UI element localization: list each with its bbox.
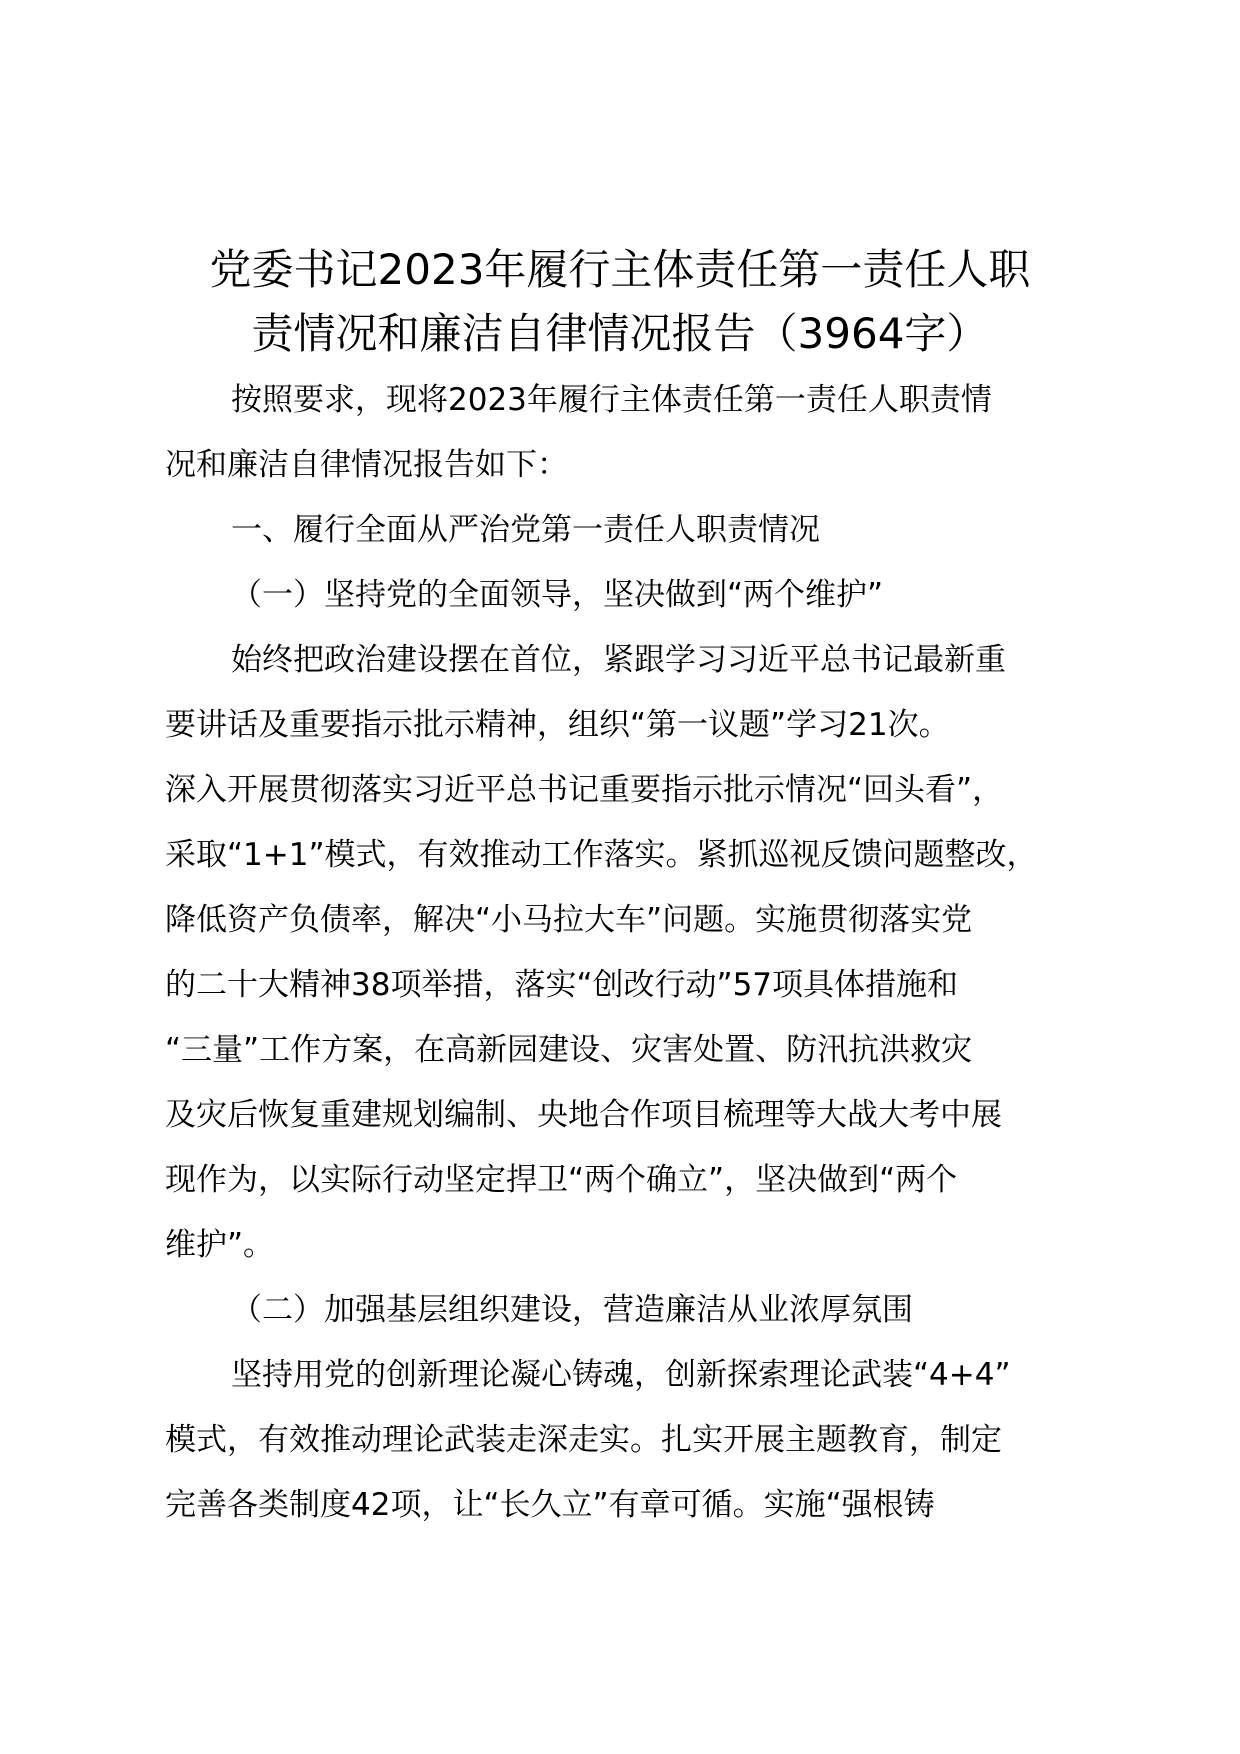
subsection-heading-2: （二）加强基层组织建设，营造廉洁从业浓厚氛围 (231, 1292, 913, 1328)
paragraph-1-line-8: 及灾后恢复重建规划编制、央地合作项目梳理等大战大考中展 (165, 1097, 1002, 1133)
paragraph-2-line-3: 完善各类制度42项，让“长久立”有章可循。实施“强根铸 (165, 1487, 935, 1523)
paragraph-1-line-9: 现作为，以实际行动坚定捍卫“两个确立”，坚决做到“两个 (165, 1162, 958, 1198)
paragraph-1-line-6: 的二十大精神38项举措，落实“创改行动”57项具体措施和 (165, 967, 959, 1003)
paragraph-1-line-7: “三量”工作方案，在高新园建设、灾害处置、防汛抗洪救灾 (165, 1032, 973, 1068)
paragraph-1-line-3: 深入开展贯彻落实习近平总书记重要指示批示情况“回头看”， (165, 772, 1004, 808)
document-title (140, 238, 1100, 366)
subsection-heading-1: （一）坚持党的全面领导，坚决做到“两个维护” (231, 577, 884, 613)
document-body (165, 368, 1110, 1538)
paragraph-2-line-1: 坚持用党的创新理论凝心铸魂，创新探索理论武装“4+4” (231, 1357, 1011, 1393)
paragraph-1-line-4: 采取“1+1”模式，有效推动工作落实。紧抓巡视反馈问题整改， (165, 837, 1038, 873)
paragraph-1-line-2: 要讲话及重要指示批示精神，组织“第一议题”学习21次。 (165, 707, 950, 743)
paragraph-intro-line-1: 按照要求，现将2023年履行主体责任第一责任人职责情 (231, 382, 992, 418)
paragraph-1-line-1: 始终把政治建设摆在首位，紧跟学习习近平总书记最新重 (231, 642, 1006, 678)
paragraph-intro-line-2: 况和廉洁自律情况报告如下： (165, 447, 568, 483)
paragraph-1-line-5: 降低资产负债率，解决“小马拉大车”问题。实施贯彻落实党 (165, 902, 973, 938)
paragraph-2-line-2: 模式，有效推动理论武装走深走实。扎实开展主题教育，制定 (165, 1422, 1002, 1458)
paragraph-1-line-10: 维护”。 (165, 1227, 275, 1263)
title-line-1: 党委书记2023年履行主体责任第一责任人职 (209, 245, 1031, 294)
title-line-2: 责情况和廉洁自律情况报告（3964字） (251, 309, 989, 358)
section-heading-1: 一、履行全面从严治党第一责任人职责情况 (231, 512, 820, 548)
